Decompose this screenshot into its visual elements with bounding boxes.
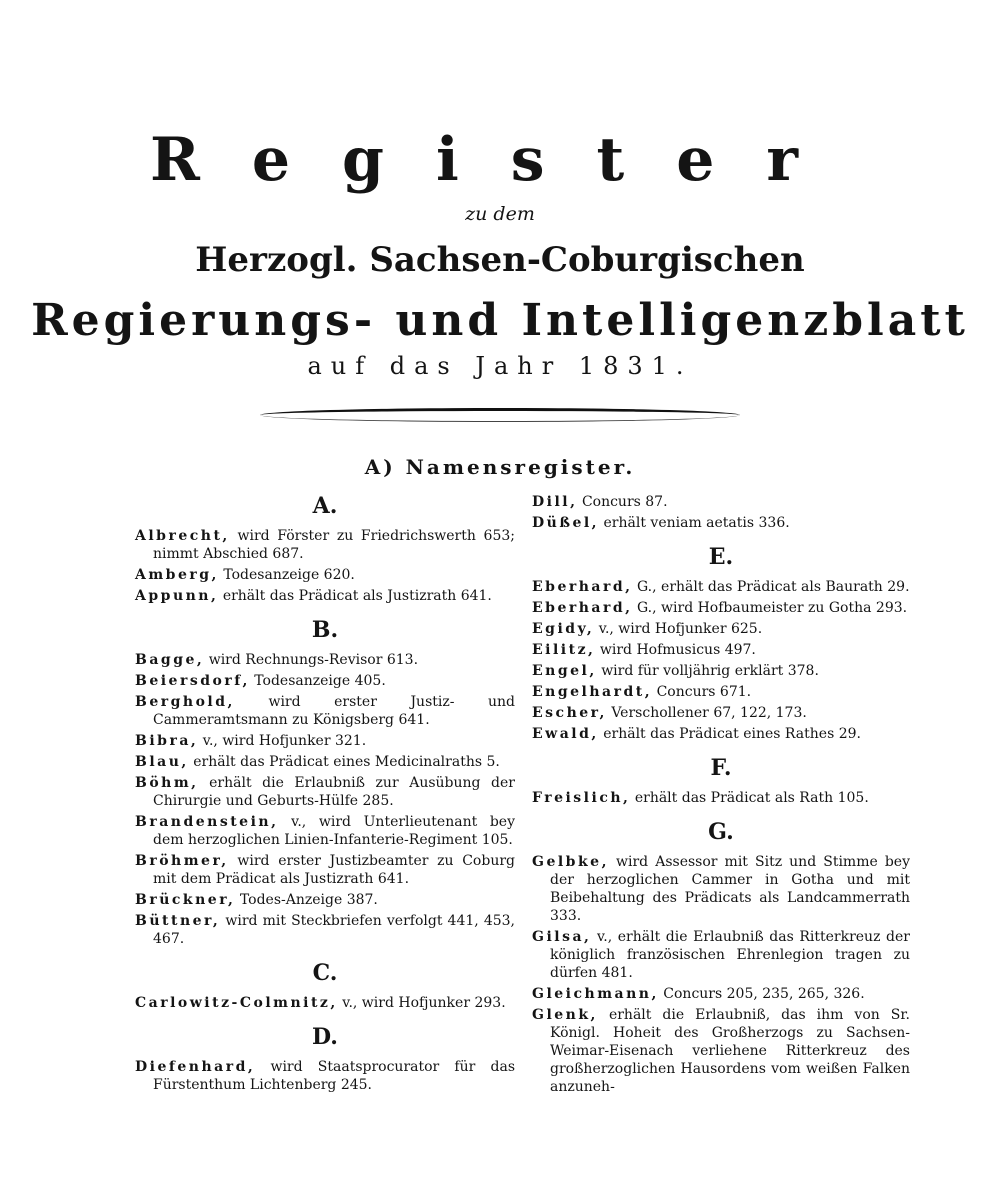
entry-text: erhält das Prädicat als Justizrath 641. (222, 588, 492, 604)
entry-name: Eilitz, (532, 642, 596, 658)
entry-text: wird Förster zu Friedrichswerth 653; nimmt Abschied 687. (153, 528, 516, 562)
entry-name: Ewald, (532, 726, 599, 742)
list-item (532, 493, 910, 511)
list-item (135, 852, 515, 888)
letter-heading-b: B. (311, 617, 339, 643)
entry-name: Gelbke, (532, 854, 609, 870)
list-item (135, 566, 515, 584)
entry-name: Amberg, (135, 567, 219, 583)
entry-text: G., erhält das Prädicat als Baurath 29. (637, 579, 910, 595)
entry-text: G., wird Hofbaumeister zu Gotha 293. (637, 600, 908, 616)
entry-name: Escher, (532, 705, 607, 721)
entry-text: v., wird Hofjunker 321. (202, 733, 367, 749)
list-item (532, 789, 910, 807)
letter-heading-a: A. (312, 493, 338, 519)
entry-name: Düßel, (532, 515, 600, 531)
entry-name: Engel, (532, 663, 597, 679)
letter-heading-g: G. (708, 819, 734, 845)
list-item (532, 578, 910, 596)
entry-text: wird Staatsprocurator für das Fürstenthum Lichtenberg 245. (153, 1059, 516, 1093)
subtitle-line-2: Herzogl. Sachsen-Coburgischen (195, 240, 805, 280)
list-item (135, 774, 515, 810)
entry-text: wird Hofmusicus 497. (599, 642, 756, 658)
entry-name: Eberhard, (532, 600, 633, 616)
entry-text: v., wird Hofjunker 293. (342, 995, 506, 1011)
entry-text: Todes-Anzeige 387. (239, 892, 378, 908)
entry-text: v., erhält die Erlaubniß das Ritterkreuz der königlich französischen Ehrenlegion tragen zu dürfen 481. (550, 929, 910, 981)
entry-name: Berghold, (135, 694, 235, 710)
list-item (135, 1058, 515, 1094)
entry-text: Todesanzeige 620. (223, 567, 355, 583)
list-item (135, 587, 515, 605)
entry-name: Albrecht, (135, 528, 230, 544)
list-item (532, 704, 910, 722)
list-item (135, 753, 515, 771)
entry-name: Appunn, (135, 588, 219, 604)
entry-text: v., wird Hofjunker 625. (598, 621, 763, 637)
list-item (532, 985, 910, 1003)
entry-text: wird Rechnungs-Revisor 613. (208, 652, 419, 668)
entry-text: erhält das Prädicat eines Medicinalraths 5. (193, 754, 500, 770)
section-heading: A) Namensregister. (364, 455, 636, 479)
entry-name: Freislich, (532, 790, 631, 806)
entry-name: Brandenstein, (135, 814, 279, 830)
list-item (532, 662, 910, 680)
entry-name: Büttner, (135, 913, 221, 929)
entry-name: Engelhardt, (532, 684, 653, 700)
entry-text: erhält das Prädicat als Rath 105. (634, 790, 869, 806)
right-column (532, 493, 910, 1099)
list-item (532, 853, 910, 925)
list-item (532, 514, 910, 532)
entry-name: Egidy, (532, 621, 595, 637)
list-item (135, 732, 515, 750)
list-item (135, 672, 515, 690)
entry-text: wird für volljährig erklärt 378. (601, 663, 819, 679)
entry-name: Bagge, (135, 652, 205, 668)
list-item (532, 725, 910, 743)
entry-text: Concurs 671. (656, 684, 752, 700)
entry-text: Todesanzeige 405. (254, 673, 386, 689)
entry-text: wird Assessor mit Sitz und Stimme bey der herzoglichen Cammer in Gotha und mit Beibehaltung des Prädicats als Landcammerrath 333. (550, 854, 910, 924)
entry-text: Verschollener 67, 122, 173. (611, 705, 807, 721)
subtitle-line-4: auf das Jahr 1831. (307, 352, 693, 380)
list-item (532, 599, 910, 617)
subtitle-line-1: zu dem (465, 203, 535, 225)
list-item (532, 928, 910, 982)
entry-text: v., wird Unterlieutenant bey dem herzoglichen Linien-Infanterie-Regiment 105. (153, 814, 515, 848)
entry-name: Gilsa, (532, 929, 592, 945)
list-item (135, 912, 515, 948)
entry-text: wird erster Justiz- und Cammeramtsmann zu Königsberg 641. (153, 694, 516, 728)
entry-name: Dill, (532, 494, 578, 510)
entry-name: Beiersdorf, (135, 673, 250, 689)
list-item (532, 641, 910, 659)
list-item (135, 527, 515, 563)
left-column (135, 493, 515, 1097)
entry-name: Gleichmann, (532, 986, 659, 1002)
list-item (135, 693, 515, 729)
entry-text: wird erster Justizbeamter zu Coburg mit dem Prädicat als Justizrath 641. (153, 853, 515, 887)
list-item (135, 891, 515, 909)
letter-heading-d: D. (312, 1024, 338, 1050)
list-item (135, 813, 515, 849)
list-item (532, 683, 910, 701)
entry-text: erhält die Erlaubniß zur Ausübung der Chirurgie und Geburts-Hülfe 285. (153, 775, 516, 809)
entry-name: Diefenhard, (135, 1059, 256, 1075)
list-item (135, 651, 515, 669)
entry-text: erhält das Prädicat eines Rathes 29. (603, 726, 861, 742)
entry-text: wird mit Steckbriefen verfolgt 441, 453, 467. (153, 913, 515, 947)
subtitle-line-3: Regierungs- und Intelligenzblatt (31, 295, 969, 346)
entry-name: Eberhard, (532, 579, 633, 595)
letter-heading-c: C. (312, 960, 338, 986)
entry-name: Böhm, (135, 775, 199, 791)
entry-name: Bibra, (135, 733, 199, 749)
entry-text: erhält die Erlaubniß, das ihm von Sr. Königl. Hoheit des Großherzogs zu Sachsen-Weimar-Eisenach verliehene Ritterkreuz des großherzoglichen Hausordens vom weißen Falken anzuneh- (550, 1007, 910, 1095)
list-item (532, 1006, 910, 1096)
entry-text: Concurs 205, 235, 265, 326. (663, 986, 865, 1002)
letter-heading-f: F. (710, 755, 732, 781)
entry-name: Brückner, (135, 892, 236, 908)
entry-name: Blau, (135, 754, 189, 770)
entry-text: Concurs 87. (581, 494, 668, 510)
letter-heading-e: E. (708, 544, 734, 570)
entry-name: Bröhmer, (135, 853, 229, 869)
entry-name: Carlowitz-Colmnitz, (135, 995, 338, 1011)
entry-text: erhält veniam aetatis 336. (603, 515, 790, 531)
list-item (532, 620, 910, 638)
page-title: Register (149, 125, 851, 195)
ornamental-rule (260, 408, 740, 422)
entry-name: Glenk, (532, 1007, 598, 1023)
list-item (135, 994, 515, 1012)
